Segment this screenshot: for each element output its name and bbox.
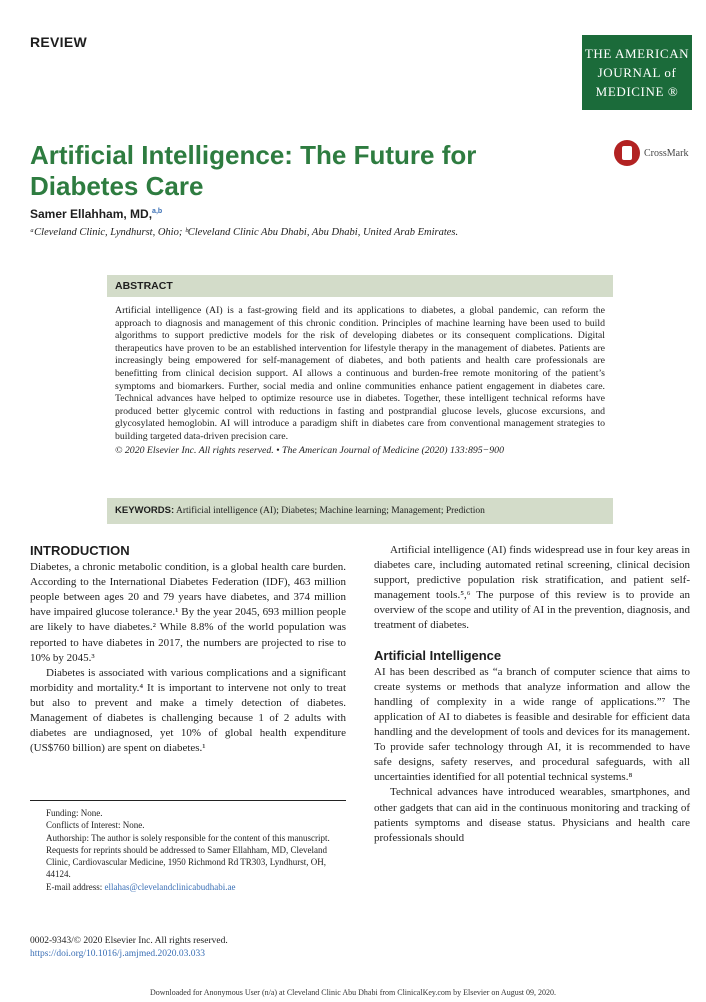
abstract-box bbox=[107, 275, 613, 525]
article-title: Artificial Intelligence: The Future for Diabetes Care bbox=[30, 140, 477, 201]
footnote-reprints: Requests for reprints should be addressed to Samer Ellahham, MD, Cleveland Clinic, Cardiovascular Medicine, 1950 Richmond Rd TR303, Lyndhurst, OH, 44124. bbox=[46, 844, 327, 880]
email-link[interactable]: ellahas@clevelandclinicabudhabi.ae bbox=[104, 881, 236, 892]
issn-block bbox=[30, 935, 228, 961]
crossmark-badge[interactable] bbox=[614, 140, 688, 166]
download-note: Downloaded for Anonymous User (n/a) at Cleveland Clinic Abu Dhabi from ClinicalKey.com by Elsevier on August 09, 2020. bbox=[149, 988, 557, 997]
footnote-authorship: Authorship: The author is solely responsible for the content of this manuscript. bbox=[46, 832, 330, 843]
keywords-bar bbox=[107, 498, 613, 524]
crossmark-label: CrossMark bbox=[644, 147, 689, 159]
email-label: E-mail address: bbox=[46, 881, 103, 892]
footnote-email bbox=[30, 881, 346, 893]
crossmark-icon bbox=[614, 140, 640, 166]
abstract-heading: ABSTRACT bbox=[107, 275, 613, 297]
author-affiliation-markers[interactable]: a,b bbox=[152, 208, 163, 215]
author-line bbox=[30, 207, 162, 221]
footnotes bbox=[30, 800, 346, 893]
intro-paragraph-2: Diabetes is associated with various complications and a significant morbidity and mortality.⁴ It is important to intervene not only to treat but also to prevent and make a timely detection of diabetes. Management of diabetes is challenging because 1 of 2 adults with diabetes are undiagnosed, yet 10% of global health expenditure (US$760 billion) are spent on diabetes.¹ bbox=[30, 666, 346, 755]
ai-paragraph-1: AI has been described as “a branch of computer science that aims to create systems or methods that analyze information and allow the handling of complexity in a wide range of applications.”⁷ The application of AI to diabetes is feasible and desirable for efficient data handling and the development of tools and devices for its management. To provide safer technology through AI, it is recommended to have safe designs, safety reserves, and procedural safeguards, with all uncertainties identified for all potential technical systems.⁸ bbox=[374, 665, 690, 784]
abstract-body bbox=[107, 297, 613, 457]
journal-logo bbox=[582, 35, 692, 110]
journal-logo-line1: THE AMERICAN bbox=[584, 46, 690, 61]
author-name: Samer Ellahham, MD, bbox=[30, 207, 153, 221]
journal-logo-line2: JOURNAL of bbox=[597, 65, 677, 80]
introduction-heading: INTRODUCTION bbox=[30, 543, 130, 558]
ai-paragraph-2: Technical advances have introduced wearables, smartphones, and other gadgets that can aid in the continuous monitoring and tracking of patients symptoms and disease status. Physicians and health care professionals should bbox=[374, 786, 690, 844]
intro-paragraph-1: Diabetes, a chronic metabolic condition, is a global health care burden. According to the International Diabetes Federation (IDF), 463 million people between ages 20 and 79 years have diabetes, and 374 million have impaired glucose tolerance.¹ By the year 2045, 693 million people are likely to have diabetes.² While 8.8% of the world population was reported to have diabetes in 2017, the numbers are projected to rise to 10% by 2045.³ bbox=[30, 561, 346, 664]
abstract-copyright: © 2020 Elsevier Inc. All rights reserved. • The American Journal of Medicine (2020) 133:895−900 bbox=[115, 444, 504, 456]
footnote-conflicts: Conflicts of Interest: None. bbox=[46, 820, 145, 831]
journal-logo-line3: MEDICINE ® bbox=[595, 84, 679, 99]
issn-line: 0002-9343/© 2020 Elsevier Inc. All rights reserved. bbox=[30, 936, 228, 946]
keywords-label: KEYWORDS: bbox=[115, 505, 175, 516]
ai-section-heading: Artificial Intelligence bbox=[374, 647, 502, 663]
right-column bbox=[374, 543, 690, 846]
affiliations: ᵃCleveland Clinic, Lyndhurst, Ohio; ᵇCleveland Clinic Abu Dhabi, Abu Dhabi, United Arab Emirates. bbox=[30, 227, 459, 238]
abstract-text: Artificial intelligence (AI) is a fast-growing field and its applications to diabetes, a global pandemic, can reform the approach to diagnosis and management of this chronic condition. Principles of machine learning have been used to build algorithms to support predictive models for the risk of developing diabetes or its consequent complications. Digital therapeutics have proven to be an established intervention for lifestyle therapy in the management of diabetes. Patients are increasingly being empowered for self-management of diabetes, and both patients and health care professionals are benefitting from clinical decision support. AI allows a continuous and burden-free remote monitoring of the patient’s symptoms and biomarkers. Further, social media and online communities enhance patient engagement in diabetes care. Technical advances have helped to optimize resource use in diabetes. Together, these intelligent technical reforms have produced better glycemic control with reductions in fasting and postprandial glucose levels, glucose excursions, and glycosylated hemoglobin. AI will introduce a paradigm shift in diabetes care from conventional management strategies to building targeted data-driven precision care. bbox=[115, 305, 605, 442]
footnote-funding: Funding: None. bbox=[46, 808, 103, 818]
right-intro-paragraph: Artificial intelligence (AI) finds widespread use in four key areas in diabetes care, including automated retinal screening, clinical decision support, predictive population risk stratification, and patient self-management tools.⁵,⁶ The purpose of this review is to provide an overview of the scope and utility of AI in the prevention, diagnosis, and treatment of diabetes. bbox=[374, 544, 690, 632]
keywords-text: Artificial intelligence (AI); Diabetes; Machine learning; Management; Prediction bbox=[175, 506, 485, 516]
doi-link[interactable]: https://doi.org/10.1016/j.amjmed.2020.03.033 bbox=[30, 949, 206, 959]
section-label: REVIEW bbox=[30, 34, 88, 50]
left-column bbox=[30, 543, 346, 756]
